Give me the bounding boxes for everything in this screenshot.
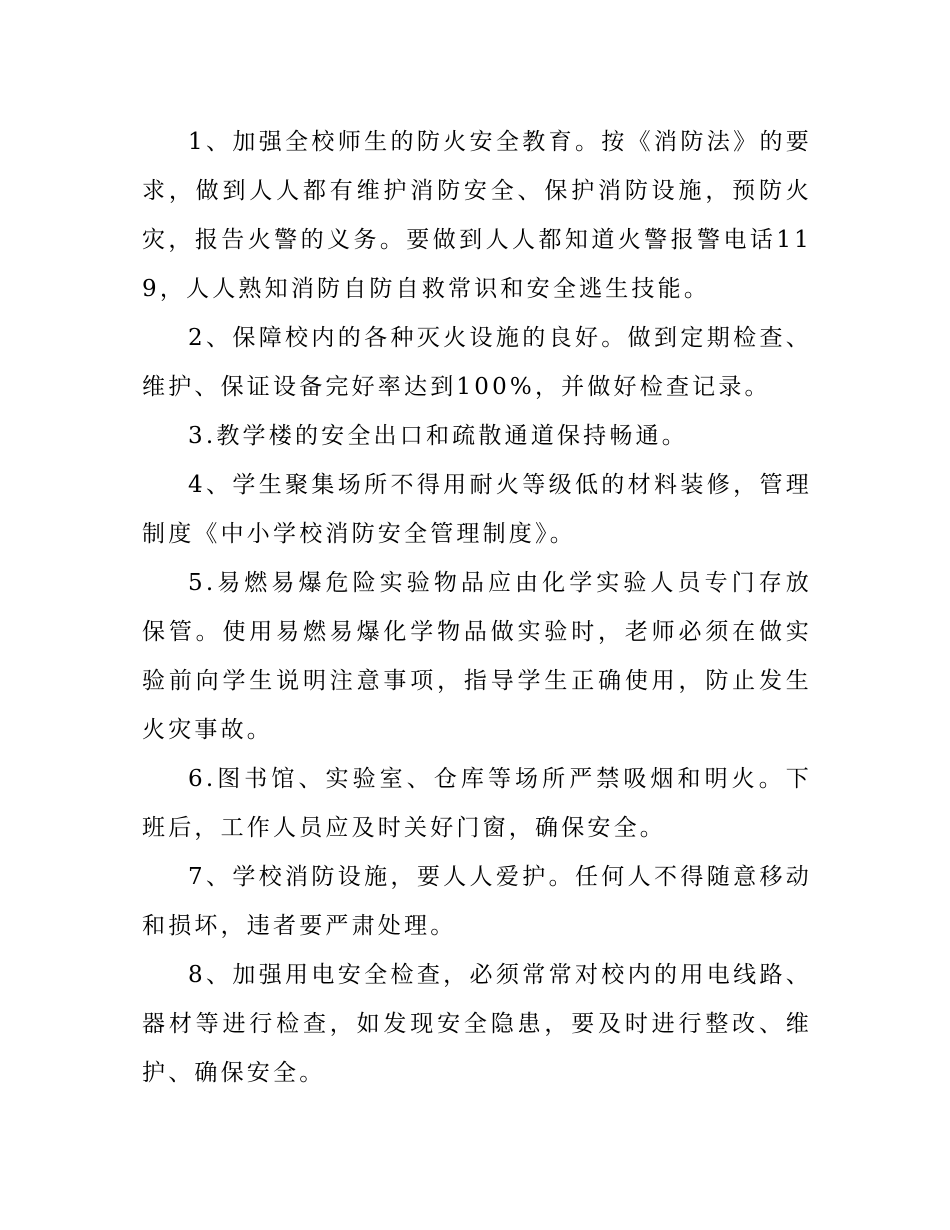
document-body: [142, 118, 812, 1098]
paragraph-2: 2、保障校内的各种灭火设施的良好。做到定期检查、维护、保证设备完好率达到100%，并做好检查记录。: [142, 325, 812, 400]
paragraph-3: 3.教学楼的安全出口和疏散通道保持畅通。: [188, 423, 688, 449]
paragraph-8: 8、加强用电安全检查，必须常常对校内的用电线路、器材等进行检查，如发现安全隐患，要及时进行整改、维护、确保安全。: [142, 962, 812, 1086]
paragraph-5: 5.易燃易爆危险实验物品应由化学实验人员专门存放保管。使用易燃易爆化学物品做实验时，老师必须在做实验前向学生说明注意事项，指导学生正确使用，防止发生火灾事故。: [142, 570, 812, 743]
paragraph-1: 1、加强全校师生的防火安全教育。按《消防法》的要求，做到人人都有维护消防安全、保护消防设施，预防火灾，报告火警的义务。要做到人人都知道火警报警电话119，人人熟知消防自防自救常识和安全逃生技能。: [142, 129, 812, 302]
paragraph-4: 4、学生聚集场所不得用耐火等级低的材料装修，管理制度《中小学校消防安全管理制度》。: [142, 472, 812, 547]
paragraph-6: 6.图书馆、实验室、仓库等场所严禁吸烟和明火。下班后，工作人员应及时关好门窗，确保安全。: [142, 766, 812, 841]
paragraph-7: 7、学校消防设施，要人人爱护。任何人不得随意移动和损坏，违者要严肃处理。: [142, 864, 812, 939]
